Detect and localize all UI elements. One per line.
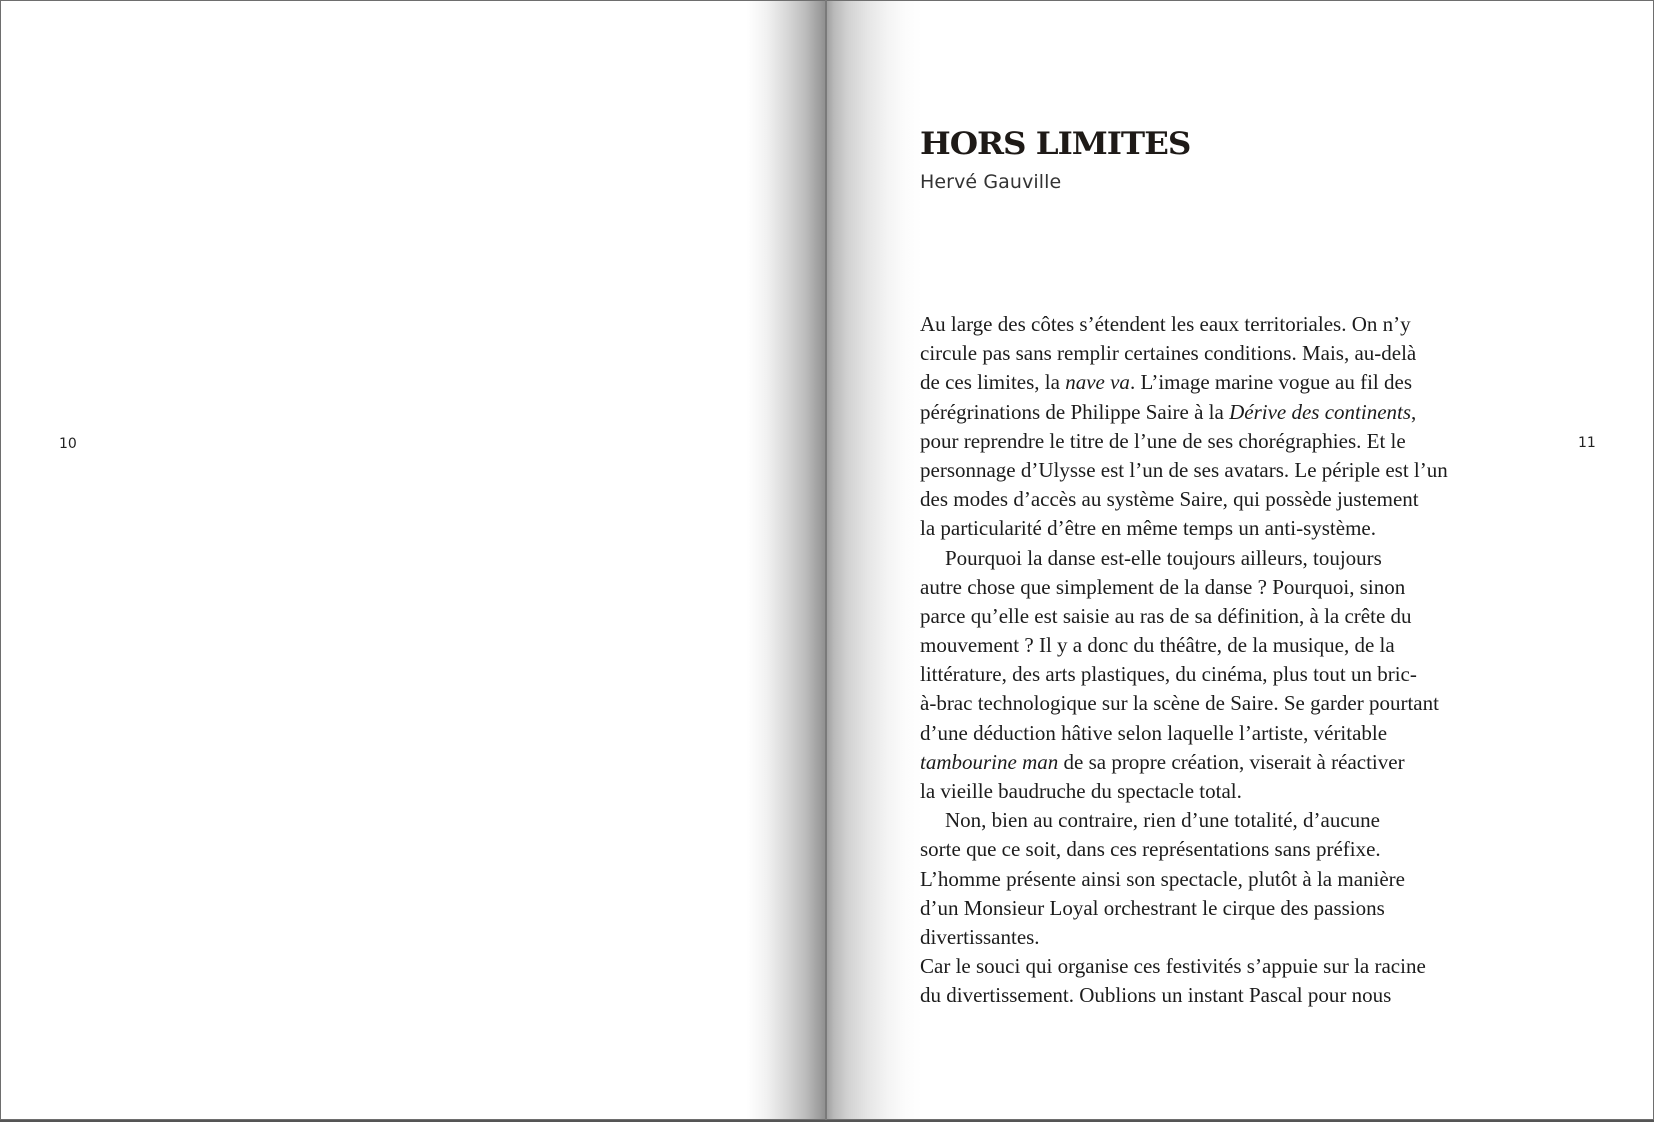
text-line [920, 748, 1480, 777]
text-line: L’homme présente ainsi son spectacle, plutôt à la manière [920, 866, 1405, 891]
text-line: à-brac technologique sur la scène de Saire. Se garder pourtant [920, 691, 1439, 716]
text-run: de ces limites, la [920, 370, 1066, 395]
text-line: sorte que ce soit, dans ces représentations sans préfixe. [920, 837, 1381, 862]
text-line: des modes d’accès au système Saire, qui possède justement [920, 487, 1419, 512]
text-line: mouvement ? Il y a donc du théâtre, de la musique, de la [920, 633, 1395, 658]
text-line: Car le souci qui organise ces festivités s’appuie sur la racine [920, 954, 1426, 979]
text-run: de sa propre création, viserait à réactiver [1058, 749, 1405, 774]
text-line: personnage d’Ulysse est l’un de ses avatars. Le périple est l’un [920, 457, 1448, 482]
article-title: HORS LIMITES [920, 126, 1191, 162]
text-line: divertissantes. [920, 924, 1040, 949]
text-line: Non, bien au contraire, rien d’une totalité, d’aucune [945, 808, 1380, 833]
text-line: littérature, des arts plastiques, du cinéma, plus tout un bric- [920, 662, 1417, 687]
text-run: , [1411, 399, 1417, 424]
article-body [920, 310, 1480, 1011]
page-number-right: 11 [1578, 435, 1596, 451]
italic-run: Dérive des continents [1229, 399, 1412, 424]
text-line: d’une déduction hâtive selon laquelle l’artiste, véritable [920, 720, 1388, 745]
text-line: d’un Monsieur Loyal orchestrant le cirque des passions [920, 895, 1385, 920]
left-page [0, 0, 826, 1120]
article-author: Hervé Gauville [920, 171, 1062, 193]
text-line [920, 368, 1480, 397]
italic-run: tambourine man [920, 749, 1059, 774]
text-line: la particularité d’être en même temps un anti-système. [920, 516, 1376, 541]
text-line: la vieille baudruche du spectacle total. [920, 779, 1242, 803]
italic-run: nave va [1065, 370, 1130, 395]
text-line [920, 398, 1480, 427]
page-number-left: 10 [59, 436, 77, 452]
text-line: circule pas sans remplir certaines conditions. Mais, au-delà [920, 341, 1417, 366]
text-run: pérégrinations de Philippe Saire à la [920, 399, 1230, 424]
text-line: autre chose que simplement de la danse ? Pourquoi, sinon [920, 574, 1406, 599]
text-line: Pourquoi la danse est-elle toujours ailleurs, toujours [945, 545, 1382, 570]
text-run: . L’image marine vogue au fil des [1129, 370, 1412, 395]
text-line: Au large des côtes s’étendent les eaux territoriales. On n’y [920, 312, 1411, 336]
text-line: parce qu’elle est saisie au ras de sa définition, à la crête du [920, 603, 1412, 628]
text-line: pour reprendre le titre de l’une de ses chorégraphies. Et le [920, 428, 1406, 453]
text-line: du divertissement. Oublions un instant Pascal pour nous [920, 983, 1392, 1008]
book-spine [825, 0, 827, 1120]
